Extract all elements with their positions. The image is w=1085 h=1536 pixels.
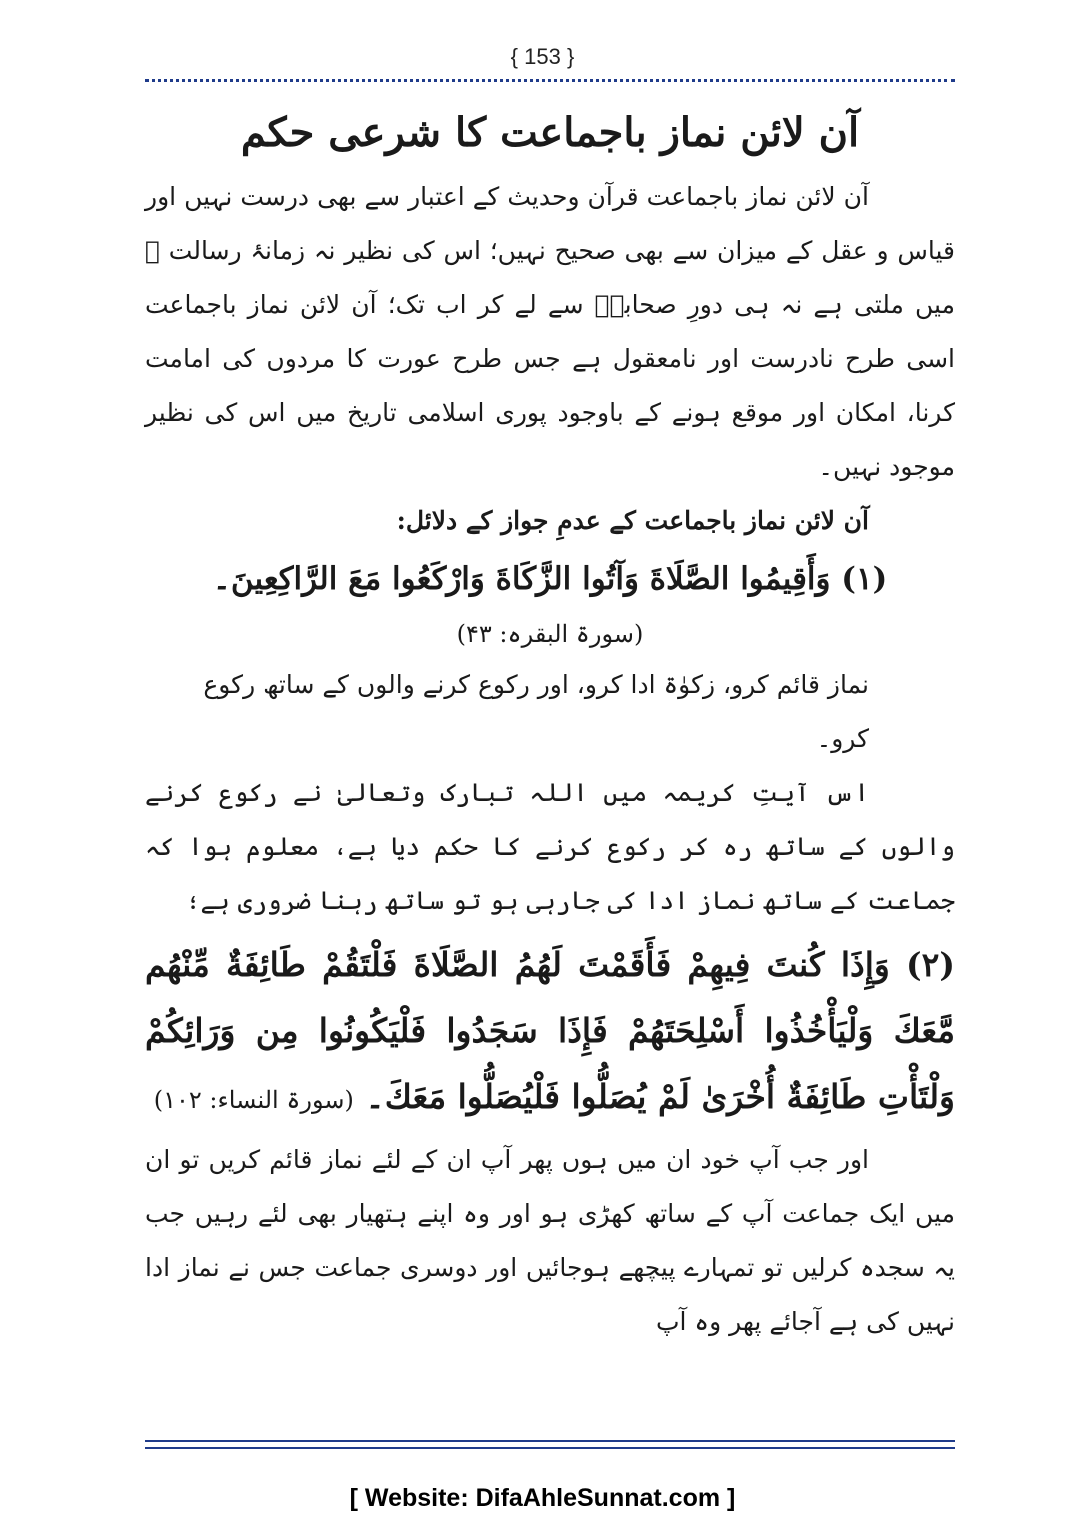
footer-divider [145, 1440, 955, 1449]
page-number: { 153 } [510, 44, 575, 69]
header-divider [145, 79, 955, 82]
verse-1-text: (۱) وَأَقِيمُوا الصَّلَاةَ وَآتُوا الزَّكَاةَ وَارْكَعُوا مَعَ الرَّاكِعِينَ۔ [212, 561, 888, 597]
verse-2-translation: اور جب آپ خود ان میں ہوں پھر آپ ان کے لئے نماز قائم کریں تو ان میں ایک جماعت آپ کے ساتھ کھڑی ہو اور وہ اپنے ہتھیار بھی لئے رہیں جب یہ سجدہ کرلیں تو تمہارے پیچھے ہوجائیں اور دوسری جماعت جس نے نماز ادا نہیں کی ہے آجائے پھر وہ آپ [145, 1145, 956, 1336]
verse-2-reference: (سورۃ النساء: ۱۰۲) [153, 1086, 354, 1114]
intro-paragraph: آن لائن نماز باجماعت قرآن وحدیث کے اعتبار سے بھی درست نہیں اور قیاس و عقل کے میزان سے بھی صحیح نہیں؛ اس کی نظیر نہ زمانۂ رسالت ﷺ میں ملتی ہے نہ ہی دورِ صحابہؓ سے لے کر اب تک؛ آن لائن نماز باجماعت اسی طرح نادرست اور نامعقول ہے جس طرح عورت کا مردوں کی امامت کرنا، امکان اور موقع ہونے کے باوجود پوری اسلامی تاریخ میں اس کی نظیر موجود نہیں۔ [145, 182, 955, 481]
page-body [145, 100, 955, 1349]
website-footer: [ Website: DifaAhleSunnat.com ] [349, 1484, 736, 1512]
verse-1-explanation: اس آیتِ کریمہ میں اللہ تبارک وتعالیٰ نے رکوع کرنے والوں کے ساتھ رہ کر رکوع کرنے کا حکم دیا ہے، معلوم ہوا کہ جماعت کے ساتھ نماز ادا کی جارہی ہو تو ساتھ رہنا ضروری ہے؛ [145, 778, 955, 915]
verse-1-reference: (سورۃ البقرہ: ۴۳) [456, 620, 644, 648]
verse-2-block [145, 932, 955, 1133]
page-title: آن لائن نماز باجماعت کا شرعی حکم [240, 109, 860, 156]
verse-2-text: (۲) وَإِذَا كُنتَ فِيهِمْ فَأَقَمْتَ لَهُمُ الصَّلَاةَ فَلْتَقُمْ طَائِفَةٌ مِّنْهُم مَّعَكَ وَلْيَأْخُذُوا أَسْلِحَتَهُمْ فَإِذَا سَجَدُوا فَلْيَكُونُوا مِن وَرَائِكُمْ وَلْتَأْتِ طَائِفَةٌ أُخْرَىٰ لَمْ يُصَلُّوا فَلْيُصَلُّوا مَعَكَ۔ [145, 945, 955, 1116]
verse-1-translation: نماز قائم کرو، زکوٰۃ ادا کرو، اور رکوع کرنے والوں کے ساتھ رکوع کرو۔ [203, 670, 869, 753]
evidence-heading: آن لائن نماز باجماعت کے عدمِ جواز کے دلائل: [396, 506, 869, 535]
